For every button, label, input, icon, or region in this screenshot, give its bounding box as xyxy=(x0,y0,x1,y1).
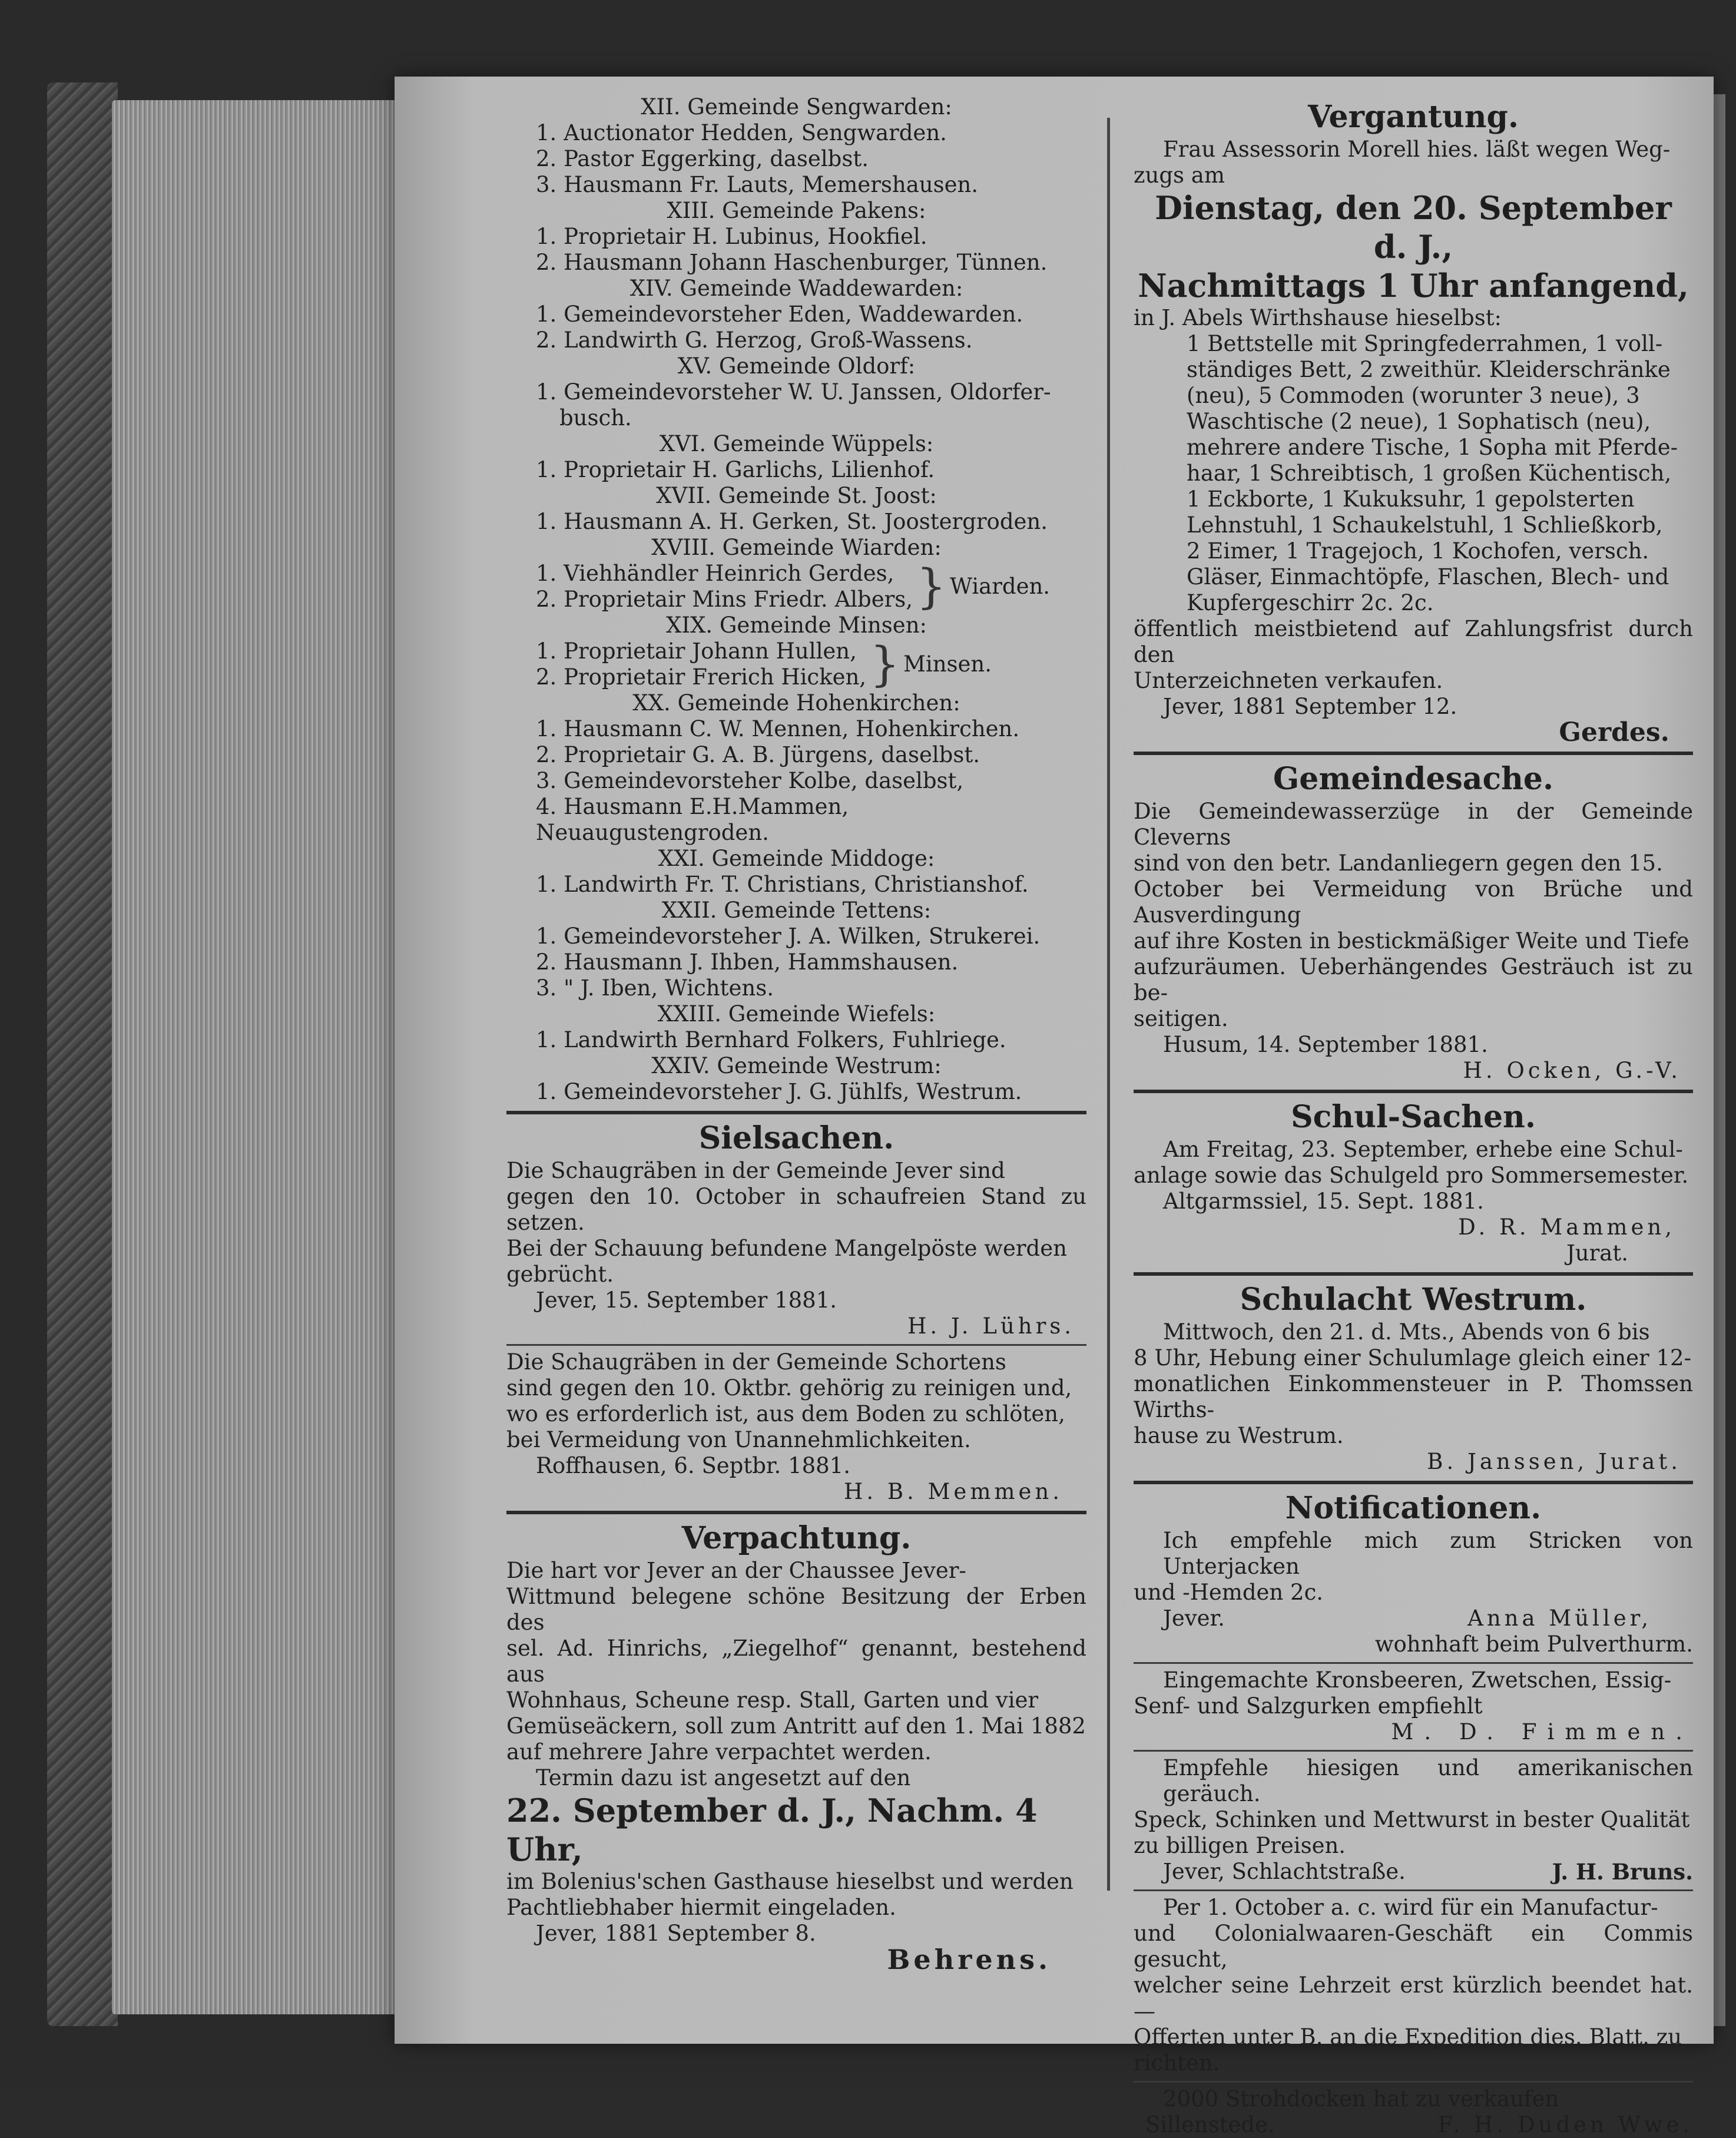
notification-3-signature: J. H. Bruns. xyxy=(1552,1859,1693,1885)
section-rule xyxy=(506,1511,1086,1514)
text-line: auf ihre Kosten in bestickmäßiger Weite und Tiefe xyxy=(1134,928,1689,954)
section-rule xyxy=(1134,1750,1693,1752)
notification-1 xyxy=(1134,1528,1693,1606)
vergantung-date: Jever, 1881 September 12. xyxy=(1163,694,1457,719)
text-line: richten. xyxy=(1134,2050,1220,2076)
municipality-heading: XX. Gemeinde Hohenkirchen: xyxy=(632,690,960,716)
minsen-place: Minsen. xyxy=(903,651,992,677)
schulsachen-signature: D. R. Mammen, xyxy=(1458,1214,1675,1240)
list-line: 2 Eimer, 1 Tragejoch, 1 Kochofen, versch. xyxy=(1187,538,1649,564)
text-line: öffentlich meistbietend auf Zahlungsfrist durch den xyxy=(1134,616,1693,667)
text-line: Pachtliebhaber hiermit eingeladen. xyxy=(506,1895,896,1920)
text-line: Eingemachte Kronsbeeren, Zwetschen, Essig- xyxy=(1163,1667,1672,1693)
verpachtung-heading: Verpachtung. xyxy=(681,1520,912,1556)
text-line: Bei der Schauung befundene Mangelpöste werden xyxy=(506,1236,1067,1261)
section-rule xyxy=(1134,752,1693,755)
member-entry: 4. Hausmann E.H.Mammen, Neuaugustengroden. xyxy=(536,794,849,845)
text-line: Per 1. October a. c. wird für ein Manufactur- xyxy=(1163,1895,1658,1920)
notification-5-place: Sillenstede. xyxy=(1145,2112,1275,2137)
section-rule xyxy=(1134,1662,1693,1664)
left-column xyxy=(506,94,1086,1975)
notification-1-signature: Anna Müller, xyxy=(1467,1606,1652,1631)
sielsachen-para-2 xyxy=(506,1349,1086,1453)
book-cover xyxy=(47,82,118,2026)
minsen-group xyxy=(506,638,1086,690)
wiarden-group xyxy=(506,561,1086,613)
column-divider xyxy=(1107,118,1110,1891)
text-line: 8 Uhr, Hebung einer Schulumlage gleich einer 12- xyxy=(1134,1345,1692,1371)
member-entry: 1. Gemeindevorsteher J. G. Jühlfs, Westrum. xyxy=(536,1079,1022,1104)
schulacht-heading: Schulacht Westrum. xyxy=(1240,1282,1587,1318)
text-line: Die Schaugräben in der Gemeinde Schortens xyxy=(506,1349,1006,1375)
section-rule xyxy=(1134,1481,1693,1484)
text-line: gebrücht. xyxy=(506,1262,614,1287)
text-line: October bei Vermeidung von Brüche und Ausverdingung xyxy=(1134,876,1693,928)
list-line: 1 Bettstelle mit Springfederrahmen, 1 voll- xyxy=(1187,331,1663,356)
member-entry: 3. Gemeindevorsteher Kolbe, daselbst, xyxy=(536,768,964,793)
brace-glyph: } xyxy=(916,559,946,614)
vergantung-time-big: Nachmittags 1 Uhr anfangend, xyxy=(1138,267,1689,305)
municipality-heading: XIII. Gemeinde Pakens: xyxy=(667,198,926,223)
member-entry: 2. Hausmann Johann Haschenburger, Tünnen. xyxy=(536,250,1048,275)
notification-3-footer xyxy=(1134,1859,1693,1885)
gemeindesache-para xyxy=(1134,799,1693,1032)
text-line: wo es erforderlich ist, aus dem Boden zu schlöten, xyxy=(506,1401,1065,1427)
text-line: zugs am xyxy=(1134,163,1225,188)
sielsachen-date-1: Jever, 15. September 1881. xyxy=(536,1288,837,1313)
verpachtung-para-2 xyxy=(506,1869,1086,1921)
notification-1-footer xyxy=(1134,1606,1693,1631)
list-line: Waschtische (2 neue), 1 Sophatisch (neu), xyxy=(1187,409,1651,434)
notification-3 xyxy=(1134,1755,1693,1859)
text-line: Senf- und Salzgurken empfiehlt xyxy=(1134,1693,1483,1719)
text-line: Am Freitag, 23. September, erhebe eine Schul- xyxy=(1163,1137,1683,1162)
verpachtung-date: Jever, 1881 September 8. xyxy=(536,1921,816,1946)
text-line: Die Schaugräben in der Gemeinde Jever sind xyxy=(506,1158,1005,1183)
municipality-heading: XXI. Gemeinde Middoge: xyxy=(658,846,935,871)
member-entry: 1. Gemeindevorsteher W. U. Janssen, Oldorfer- xyxy=(536,379,1051,405)
schulsachen-signature-title: Jurat. xyxy=(1566,1240,1628,1266)
notification-4 xyxy=(1134,1895,1693,2076)
wiarden-place: Wiarden. xyxy=(949,574,1051,599)
verpachtung-date-big: 22. September d. J., Nachm. 4 Uhr, xyxy=(506,1792,1038,1868)
text-line: seitigen. xyxy=(1134,1006,1228,1031)
section-rule xyxy=(506,1111,1086,1114)
text-line: Mittwoch, den 21. d. Mts., Abends von 6 bis xyxy=(1163,1319,1650,1345)
notification-5-signature: F. H. Duden Wwe. xyxy=(1437,2112,1693,2137)
schulsachen-date: Altgarmssiel, 15. Sept. 1881. xyxy=(1163,1189,1484,1214)
text-line: und Colonialwaaren-Geschäft ein Commis gesucht, xyxy=(1134,1921,1693,1972)
right-column xyxy=(1134,94,1693,2138)
list-line: ständiges Bett, 2 zweithür. Kleiderschränke xyxy=(1187,357,1671,382)
member-list-continued xyxy=(506,690,1086,1105)
list-line: Kupfergeschirr 2c. 2c. xyxy=(1187,590,1434,615)
text-line: Wohnhaus, Scheune resp. Stall, Garten und vier xyxy=(506,1687,1039,1713)
minsen-item-2: 2. Proprietair Frerich Hicken, xyxy=(536,664,867,690)
verpachtung-termin: Termin dazu ist angesetzt auf den xyxy=(536,1765,911,1791)
text-line: im Bolenius'schen Gasthause hieselbst und werden xyxy=(506,1869,1074,1894)
municipality-heading: XIV. Gemeinde Waddewarden: xyxy=(630,276,963,301)
text-line: Empfehle hiesigen und amerikanischen geräuch. xyxy=(1163,1755,1693,1806)
vergantung-outro xyxy=(1134,616,1693,694)
text-line: hause zu Westrum. xyxy=(1134,1423,1344,1448)
list-line: Lehnstuhl, 1 Schaukelstuhl, 1 Schließkorb, xyxy=(1187,512,1663,538)
vergantung-item-list xyxy=(1134,331,1693,616)
vergantung-heading: Vergantung. xyxy=(1307,99,1519,135)
member-entry: 1. Auctionator Hedden, Sengwarden. xyxy=(536,120,947,145)
text-line: Wittmund belegene schöne Besitzung der Erben des xyxy=(506,1584,1086,1635)
sielsachen-heading: Sielsachen. xyxy=(698,1120,894,1156)
member-entry: 1. Hausmann C. W. Mennen, Hohenkirchen. xyxy=(536,716,1020,742)
text-line: zu billigen Preisen. xyxy=(1134,1833,1346,1858)
member-entry: 1. Landwirth Bernhard Folkers, Fuhlriege. xyxy=(536,1027,1006,1053)
minsen-item-1: 1. Proprietair Johann Hullen, xyxy=(536,638,857,664)
notification-1-place: Jever. xyxy=(1163,1606,1225,1631)
member-entry: 3. Hausmann Fr. Lauts, Memershausen. xyxy=(536,172,979,197)
municipality-heading: XVIII. Gemeinde Wiarden: xyxy=(651,535,942,560)
text-line: und -Hemden 2c. xyxy=(1134,1580,1324,1605)
gemeindesache-date: Husum, 14. September 1881. xyxy=(1163,1032,1488,1057)
municipality-heading: XXII. Gemeinde Tettens: xyxy=(661,898,932,923)
member-entry: 2. Landwirth G. Herzog, Groß-Wassens. xyxy=(536,327,973,353)
notification-5-footer xyxy=(1134,2112,1693,2138)
text-line: monatlichen Einkommensteuer in P. Thomssen Wirths- xyxy=(1134,1371,1693,1422)
member-entry: 1. Gemeindevorsteher J. A. Wilken, Strukerei. xyxy=(536,924,1041,949)
municipality-heading: XXIV. Gemeinde Westrum: xyxy=(651,1053,942,1078)
vergantung-intro xyxy=(1134,137,1693,188)
wiarden-item-1: 1. Viehhändler Heinrich Gerdes, xyxy=(536,561,894,586)
text-line: sind gegen den 10. Oktbr. gehörig zu reinigen und, xyxy=(506,1375,1072,1401)
text-line: Unterzeichneten verkaufen. xyxy=(1134,668,1443,693)
member-entry: 2. Pastor Eggerking, daselbst. xyxy=(536,146,869,171)
text-line: welcher seine Lehrzeit erst kürzlich beendet hat. — xyxy=(1134,1972,1693,2024)
member-entry: 1. Landwirth Fr. T. Christians, Christianshof. xyxy=(536,872,1029,897)
notificationen-heading: Notificationen. xyxy=(1285,1490,1542,1526)
brace-glyph: } xyxy=(870,637,900,691)
section-rule xyxy=(506,1344,1086,1346)
member-entry: 1. Proprietair H. Garlichs, Lilienhof. xyxy=(536,457,935,482)
member-entry: 1. Hausmann A. H. Gerken, St. Joostergroden. xyxy=(536,509,1048,534)
sielsachen-para-1 xyxy=(506,1158,1086,1288)
member-entry: 1. Proprietair H. Lubinus, Hookfiel. xyxy=(536,224,927,249)
list-line: 1 Eckborte, 1 Kukuksuhr, 1 gepolsterten xyxy=(1187,486,1635,512)
text-line: sind von den betr. Landanliegern gegen den 15. xyxy=(1134,850,1663,876)
text-line: Ich empfehle mich zum Stricken von Unterjacken xyxy=(1163,1528,1693,1579)
member-entry: 3. " J. Iben, Wichtens. xyxy=(536,975,774,1001)
vergantung-date-big: Dienstag, den 20. September d. J., xyxy=(1155,189,1672,266)
text-line: auf mehrere Jahre verpachtet werden. xyxy=(506,1739,932,1765)
notification-5: 2000 Strohdocken hat zu verkaufen xyxy=(1163,2086,1559,2111)
section-rule xyxy=(1134,1889,1693,1891)
text-line: Speck, Schinken und Mettwurst in bester Qualität xyxy=(1134,1807,1690,1832)
gemeindesache-signature: H. Ocken, G.-V. xyxy=(1463,1058,1681,1083)
municipality-heading: XVI. Gemeinde Wüppels: xyxy=(659,431,934,456)
text-line: Gemüseäckern, soll zum Antritt auf den 1. Mai 1882 xyxy=(506,1713,1086,1739)
list-line: haar, 1 Schreibtisch, 1 großen Küchentisch, xyxy=(1187,461,1672,486)
sielsachen-signature-2: H. B. Memmen. xyxy=(844,1479,1063,1504)
member-entry: 2. Proprietair G. A. B. Jürgens, daselbst. xyxy=(536,742,980,767)
list-line: (neu), 5 Commoden (worunter 3 neue), 3 xyxy=(1187,383,1640,408)
municipality-heading: XXIII. Gemeinde Wiefels: xyxy=(657,1001,936,1027)
member-entry: 1. Gemeindevorsteher Eden, Waddewarden. xyxy=(536,302,1023,327)
section-rule xyxy=(1134,1090,1693,1093)
member-entry: 2. Hausmann J. Ihben, Hammshausen. xyxy=(536,949,959,975)
member-entry-continued: busch. xyxy=(559,405,632,431)
list-line: mehrere andere Tische, 1 Sopha mit Pferde- xyxy=(1187,435,1678,460)
text-line: Die Gemeindewasserzüge in der Gemeinde Cleverns xyxy=(1134,799,1693,850)
page-stack-edge xyxy=(112,100,395,2014)
member-list xyxy=(506,94,1086,561)
municipality-heading: XVII. Gemeinde St. Joost: xyxy=(656,483,937,508)
wiarden-item-2: 2. Proprietair Mins Friedr. Albers, xyxy=(536,587,913,612)
text-line: bei Vermeidung von Unannehmlichkeiten. xyxy=(506,1427,971,1452)
notification-2-signature: M. D. Fimmen. xyxy=(1391,1719,1693,1745)
schulacht-para xyxy=(1134,1319,1693,1449)
minsen-group-title: XIX. Gemeinde Minsen: xyxy=(666,613,927,638)
text-line: aufzuräumen. Ueberhängendes Gesträuch ist zu be- xyxy=(1134,954,1693,1005)
schulsachen-para xyxy=(1134,1137,1693,1189)
notification-1-address: wohnhaft beim Pulverthurm. xyxy=(1374,1631,1693,1657)
sielsachen-signature-1: H. J. Lührs. xyxy=(907,1313,1075,1339)
notification-2 xyxy=(1134,1667,1693,1719)
vergantung-signature: Gerdes. xyxy=(1559,717,1669,747)
verpachtung-para xyxy=(506,1558,1086,1765)
text-line: gegen den 10. October in schaufreien Stand zu setzen. xyxy=(506,1184,1086,1235)
gemeindesache-heading: Gemeindesache. xyxy=(1273,761,1554,797)
vergantung-place: in J. Abels Wirthshause hieselbst: xyxy=(1134,305,1502,330)
verpachtung-signature: Behrens. xyxy=(887,1944,1051,1975)
sielsachen-date-2: Roffhausen, 6. Septbr. 1881. xyxy=(536,1453,850,1478)
schulsachen-heading: Schul-Sachen. xyxy=(1291,1099,1536,1135)
text-line: sel. Ad. Hinrichs, „Ziegelhof“ genannt, bestehend aus xyxy=(506,1636,1086,1687)
text-line: Offerten unter B. an die Expedition dies. Blatt. zu xyxy=(1134,2024,1682,2050)
section-rule xyxy=(1134,1272,1693,1276)
text-line: anlage sowie das Schulgeld pro Sommersemester. xyxy=(1134,1163,1689,1188)
list-line: Gläser, Einmachtöpfe, Flaschen, Blech- und xyxy=(1187,564,1669,590)
schulacht-signature: B. Janssen, Jurat. xyxy=(1427,1449,1681,1474)
municipality-heading: XII. Gemeinde Sengwarden: xyxy=(641,94,952,120)
section-rule xyxy=(1134,2081,1693,2083)
text-line: Frau Assessorin Morell hies. läßt wegen Weg- xyxy=(1163,137,1671,162)
text-line: Die hart vor Jever an der Chaussee Jever- xyxy=(506,1558,966,1583)
notification-3-place: Jever, Schlachtstraße. xyxy=(1163,1859,1406,1884)
municipality-heading: XV. Gemeinde Oldorf: xyxy=(677,353,916,379)
